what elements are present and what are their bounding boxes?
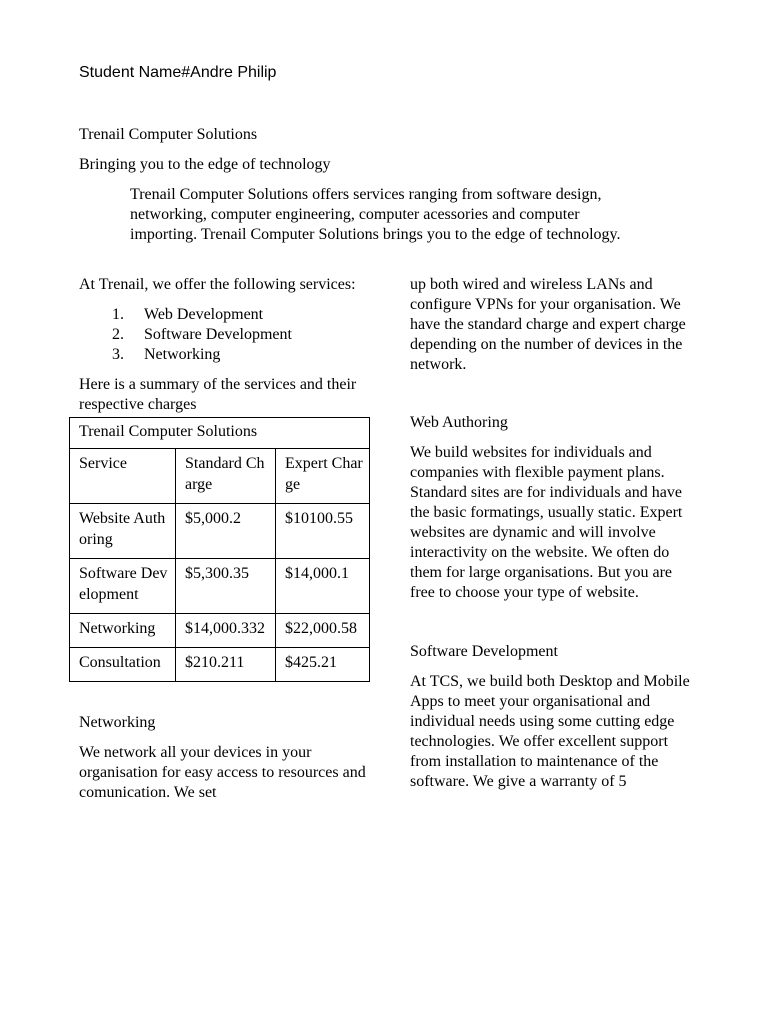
table-cell: $5,300.35 — [176, 559, 276, 614]
student-name: Student Name#Andre Philip — [79, 64, 277, 81]
table-header-cell: Standard Charge — [176, 449, 276, 504]
table-header-row — [70, 449, 370, 504]
company-intro: Trenail Computer Solutions offers services ranging from software design, networking, computer engineering, computer acessories and computer importing. Trenail Computer Solutions brings you to the edge of technology. — [130, 186, 621, 243]
software-development-heading: Software Development — [410, 643, 558, 660]
table-caption-row — [70, 418, 370, 449]
list-item-label: Networking — [144, 346, 221, 363]
table-cell: Networking — [70, 614, 176, 648]
list-item — [79, 325, 369, 345]
left-column — [79, 275, 369, 803]
table-header-cell: Expert Charge — [276, 449, 370, 504]
table-cell: $14,000.1 — [276, 559, 370, 614]
list-item-number: 1. — [112, 306, 124, 323]
table-cell: $210.211 — [176, 648, 276, 682]
table-caption: Trenail Computer Solutions — [70, 418, 370, 449]
summary-text: Here is a summary of the services and their respective charges — [79, 376, 357, 413]
table-cell: Consultation — [70, 648, 176, 682]
table-row — [70, 648, 370, 682]
table-row — [70, 559, 370, 614]
table-cell: $14,000.332 — [176, 614, 276, 648]
web-authoring-body: We build websites for individuals and companies with flexible payment plans. Standard sites are for individuals and have the basic formatings, usually static. Expert websites are dynamic and will involve interactivity on the website. We often do them for large organisations. But you are free to choose your type of website. — [410, 444, 683, 601]
table-cell: Software Development — [70, 559, 176, 614]
table-cell: $22,000.58 — [276, 614, 370, 648]
networking-body: We network all your devices in your organisation for easy access to resources and comunication. We set — [79, 744, 366, 801]
table-row — [70, 614, 370, 648]
right-column — [410, 275, 700, 792]
software-development-body: At TCS, we build both Desktop and Mobile Apps to meet your organisational and individual needs using some cutting edge technologies. We offer excellent support from installation to maintenance of the software. We give a warranty of 5 — [410, 673, 690, 790]
table-cell: $425.21 — [276, 648, 370, 682]
price-table — [69, 417, 370, 682]
table-cell: Website Authoring — [70, 504, 176, 559]
company-title: Trenail Computer Solutions — [79, 126, 258, 143]
list-item-number: 3. — [112, 346, 124, 363]
list-item-number: 2. — [112, 326, 124, 343]
list-item-label: Web Development — [144, 306, 264, 323]
company-tagline: Bringing you to the edge of technology — [79, 156, 331, 173]
list-item — [79, 305, 369, 325]
networking-heading: Networking — [79, 714, 156, 731]
web-authoring-heading: Web Authoring — [410, 414, 508, 431]
table-cell: $10100.55 — [276, 504, 370, 559]
table-row — [70, 504, 370, 559]
list-item-label: Software Development — [144, 326, 292, 343]
services-intro: At Trenail, we offer the following services: — [79, 276, 356, 293]
list-item — [79, 345, 369, 365]
services-list — [79, 305, 369, 365]
table-cell: $5,000.2 — [176, 504, 276, 559]
networking-continued: up both wired and wireless LANs and configure VPNs for your organisation. We have the standard charge and expert charge depending on the number of devices in the network. — [410, 276, 686, 373]
table-header-cell: Service — [70, 449, 176, 504]
